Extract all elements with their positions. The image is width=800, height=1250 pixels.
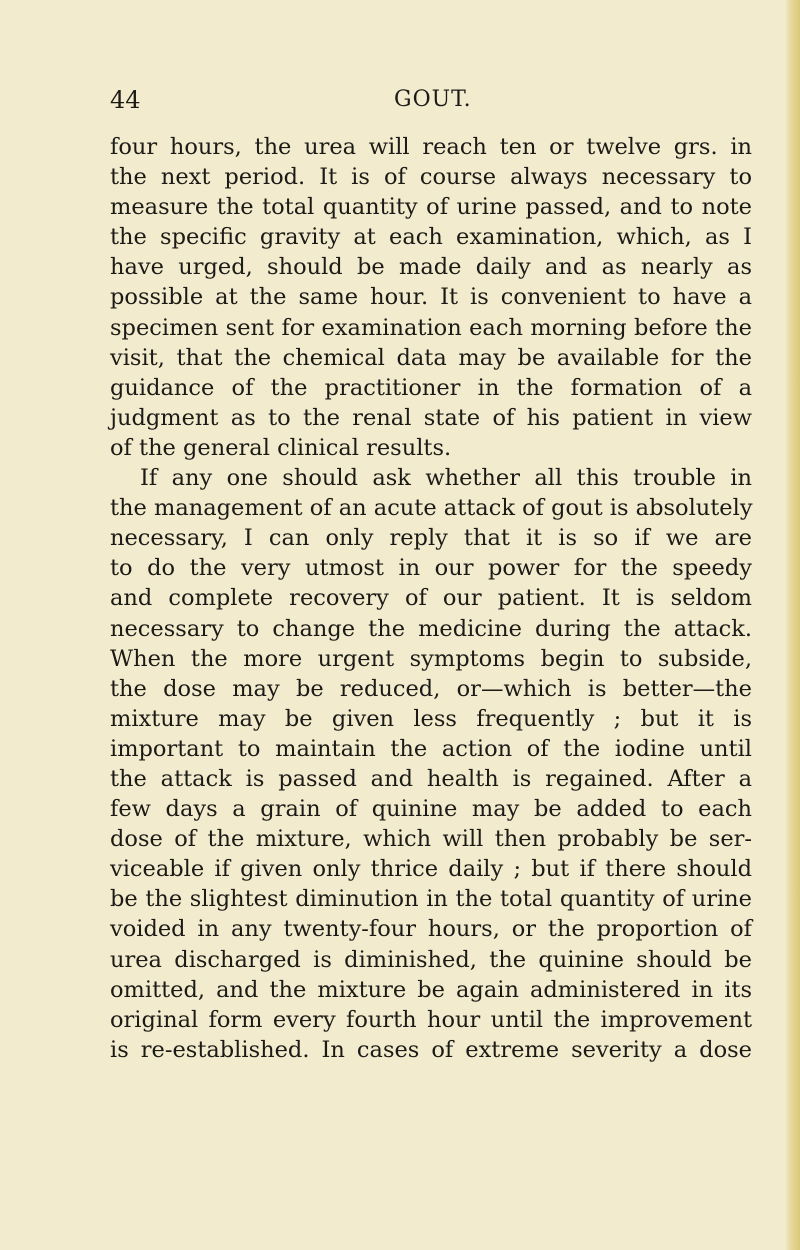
page-number: 44 (110, 86, 141, 114)
page-edge (786, 0, 800, 1250)
text-line: important to maintain the action of the iodine until (110, 735, 752, 762)
text-line: and complete recovery of our patient. It is seldom (110, 585, 752, 612)
text-line: the specific gravity at each examination, which, as I (110, 224, 752, 251)
paragraph-start-line: If any one should ask whether all this trouble in (140, 465, 752, 492)
text-line: to do the very utmost in our power for the speedy (110, 555, 752, 582)
text-line: omitted, and the mixture be again administered in its (110, 976, 752, 1003)
text-line: necessary to change the medicine during the attack. (110, 615, 752, 642)
paragraph-end-line: of the general clinical results. (110, 434, 452, 461)
text-line: the next period. It is of course always necessary to (110, 164, 752, 191)
text-line: dose of the mixture, which will then probably be ser- (110, 826, 752, 853)
text-line: four hours, the urea will reach ten or twelve grs. in (110, 134, 752, 160)
text-line: visit, that the chemical data may be available for the (110, 344, 752, 371)
text-line: specimen sent for examination each morning before the (110, 314, 752, 341)
text-line: viceable if given only thrice daily ; but if there should (110, 856, 752, 883)
body-text (110, 132, 752, 1065)
text-line: judgment as to the renal state of his patient in view (110, 404, 752, 431)
text-line: the dose may be reduced, or—which is better—the (110, 675, 752, 702)
text-line: When the more urgent symptoms begin to subside, (110, 645, 752, 672)
text-line: mixture may be given less frequently ; but it is (110, 705, 752, 732)
text-line: measure the total quantity of urine passed, and to note (110, 194, 752, 221)
text-line: be the slightest diminution in the total quantity of urine (110, 886, 752, 913)
text-line: possible at the same hour. It is convenient to have a (110, 284, 752, 311)
text-line: urea discharged is diminished, the quinine should be (110, 946, 752, 973)
text-line: original form every fourth hour until the improvement (110, 1006, 752, 1033)
text-line: necessary, I can only reply that it is so if we are (110, 525, 752, 552)
text-line: the attack is passed and health is regained. After a (110, 765, 752, 792)
text-line: guidance of the practitioner in the formation of a (110, 374, 752, 401)
text-line: the management of an acute attack of gout is absolutely (110, 495, 753, 522)
running-title: GOUT. (394, 87, 472, 112)
text-line: have urged, should be made daily and as nearly as (110, 254, 752, 281)
text-line: few days a grain of quinine may be added to each (110, 796, 752, 823)
text-line: is re-established. In cases of extreme severity a dose (110, 1036, 752, 1063)
running-head (0, 78, 800, 118)
text-line: voided in any twenty-four hours, or the proportion of (110, 916, 752, 943)
